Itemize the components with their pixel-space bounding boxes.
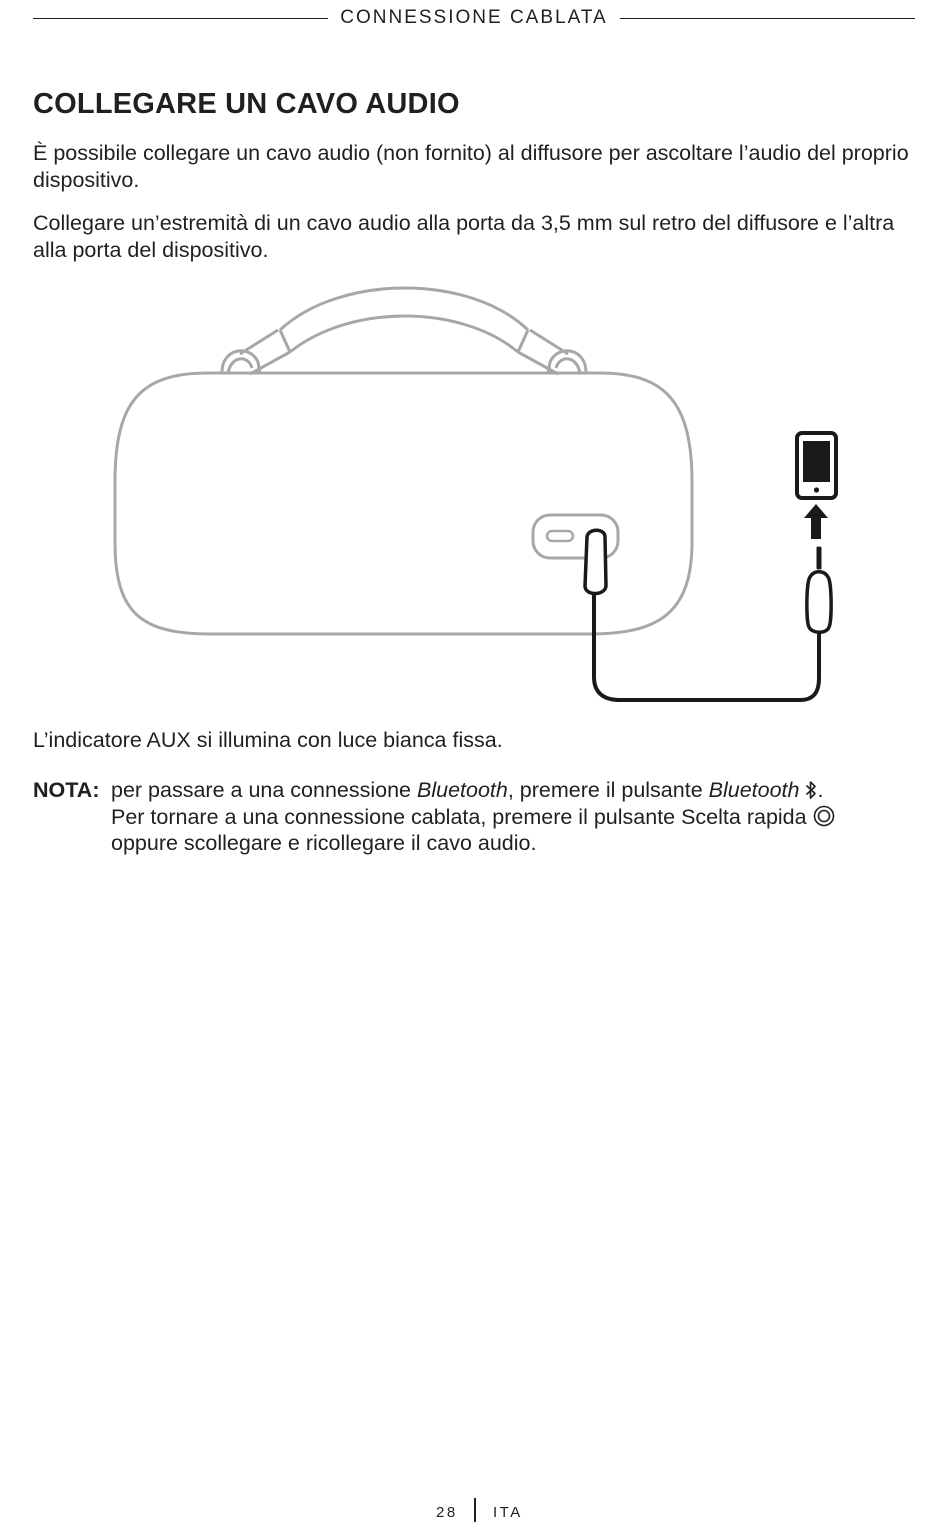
note-label: NOTA:: [33, 778, 100, 802]
note-body: [111, 777, 911, 857]
bluetooth-icon: [805, 780, 817, 800]
header-rule-right: [620, 18, 915, 19]
speaker-cable-illustration: [100, 282, 860, 712]
result-paragraph: L’indicatore AUX si illumina con luce bianca fissa.: [33, 728, 503, 752]
intro-paragraph: È possibile collegare un cavo audio (non fornito) al diffusore per ascoltare l’audio del proprio dispositivo.: [33, 141, 909, 192]
page-footer: [0, 1498, 950, 1526]
note-line-3: oppure scollegare e ricollegare il cavo audio.: [111, 831, 537, 855]
page-number: 28: [436, 1504, 458, 1521]
arrow-up-icon: [804, 504, 828, 539]
language-code: ITA: [493, 1504, 523, 1521]
instruction-paragraph: Collegare un’estremità di un cavo audio alla porta da 3,5 mm sul retro del diffusore e l’altra alla porta del dispositivo.: [33, 211, 895, 262]
note-line-2: Per tornare a una connessione cablata, premere il pulsante Scelta rapida: [111, 804, 911, 831]
footer-separator: [474, 1498, 476, 1522]
phone-icon: [797, 433, 836, 498]
section-title: CONNESSIONE CABLATA: [340, 7, 608, 28]
note-line-1: per passare a una connessione Bluetooth, premere il pulsante Bluetooth .: [111, 778, 824, 802]
audio-cable: [585, 530, 831, 700]
shortcut-button-icon: [813, 805, 835, 827]
page-heading: COLLEGARE UN CAVO AUDIO: [33, 88, 460, 120]
section-header: [33, 6, 915, 32]
